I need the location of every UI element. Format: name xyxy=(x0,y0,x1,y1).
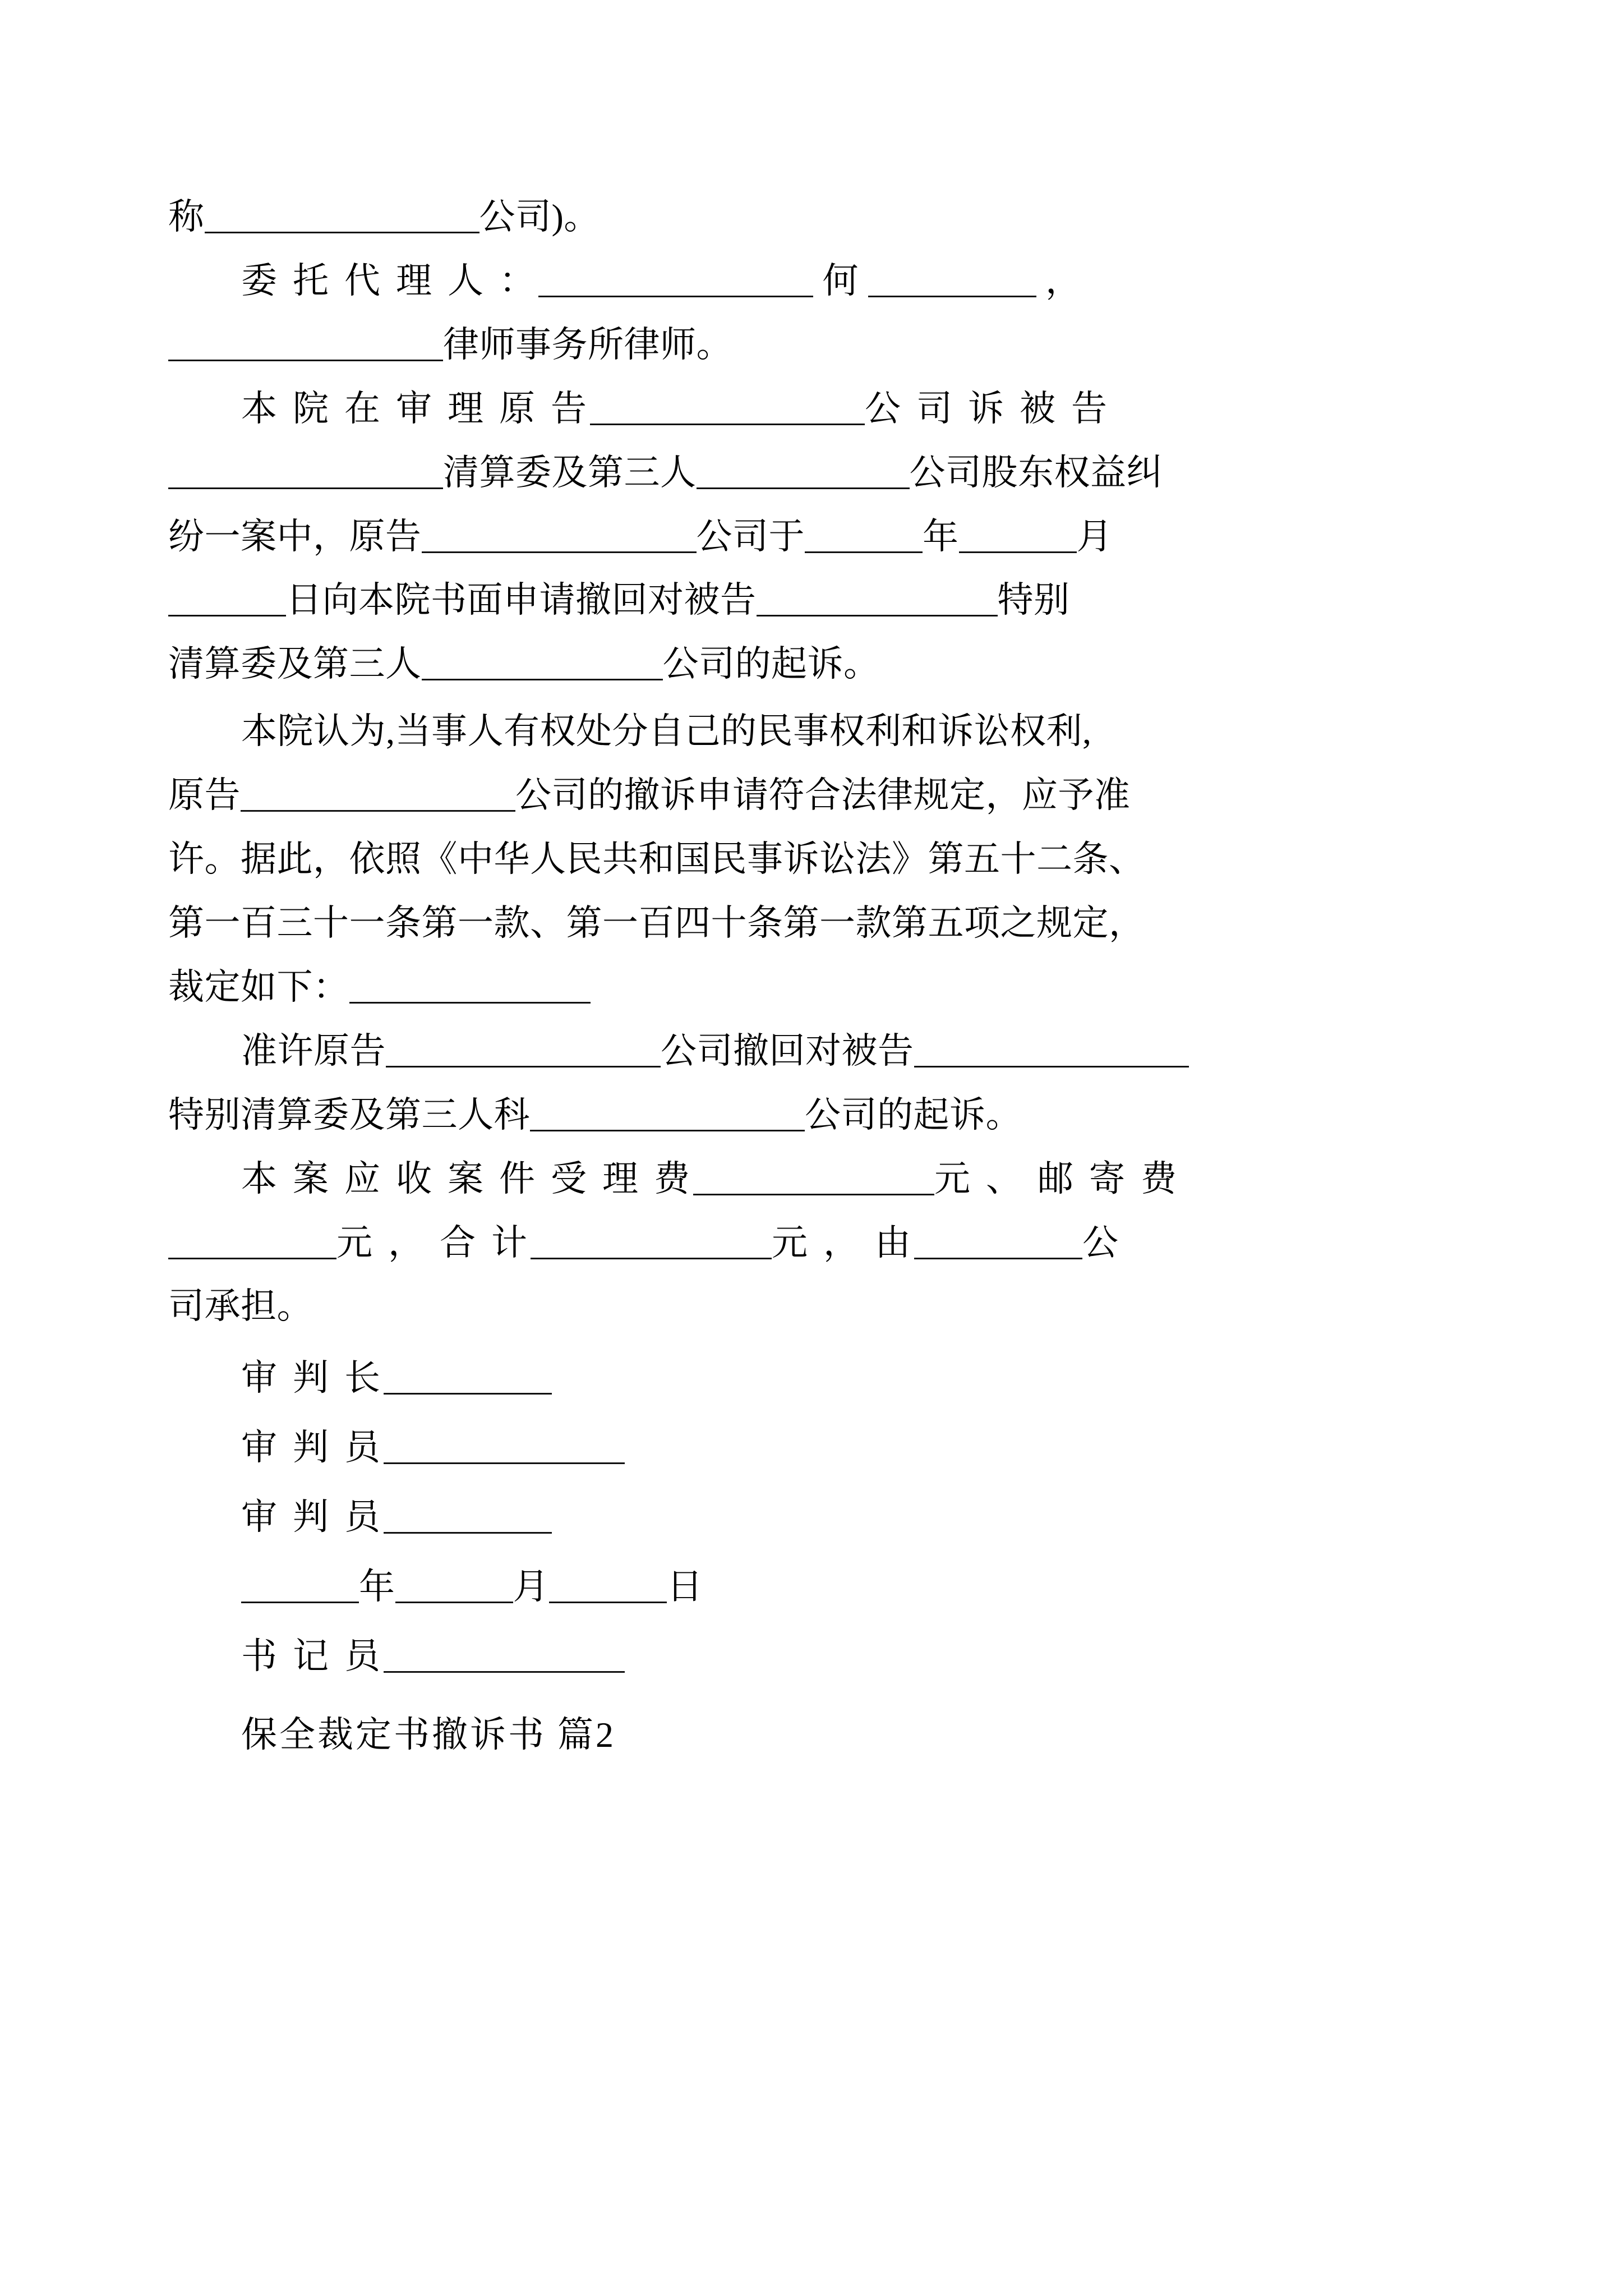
signature-presiding-judge xyxy=(168,1346,1455,1410)
blank-plaintiff-3 xyxy=(241,810,515,812)
blank-postage-fee xyxy=(168,1258,336,1259)
blank-plaintiff-1 xyxy=(590,424,865,425)
paragraph-company-name xyxy=(168,185,1455,249)
case-intro-year: 年 xyxy=(923,516,959,556)
paragraph-fees-1 xyxy=(168,1147,1455,1211)
case-intro-text-7: 日向本院书面申请撤回对被告 xyxy=(286,580,757,620)
presiding-judge-label: 审 判 长 xyxy=(241,1358,384,1398)
law-firm-text: 律师事务所律师。 xyxy=(443,324,732,365)
judge-2-label: 审 判 员 xyxy=(241,1497,384,1538)
paragraph-fees-3 xyxy=(168,1274,1455,1338)
paragraph-law-firm xyxy=(168,313,1455,377)
paragraph-reasoning-5 xyxy=(168,955,1455,1019)
date-day-label: 日 xyxy=(667,1567,703,1607)
case-intro-text-1: 本 院 在 审 理 原 告 xyxy=(241,388,590,429)
blank-day-2 xyxy=(549,1602,667,1603)
blank-case-fee xyxy=(693,1194,934,1195)
paragraph-reasoning-1 xyxy=(168,700,1455,763)
fees-text-3: 元 ， 合 计 xyxy=(336,1222,531,1263)
case-intro-text-5: 纷一案中，原告 xyxy=(168,516,422,556)
blank-month-1 xyxy=(959,551,1077,553)
fees-text-2: 元 、 邮 寄 费 xyxy=(934,1158,1180,1199)
reasoning-text-4: 许。据此，依照《中华人民共和国民事诉讼法》第五十二条、 xyxy=(168,839,1145,880)
fees-text-6: 司承担。 xyxy=(168,1286,313,1327)
blank-defendant-1 xyxy=(168,487,443,489)
signature-date xyxy=(168,1555,1455,1619)
ruling-text-1: 准许原告 xyxy=(241,1030,386,1071)
judge-1-label: 审 判 员 xyxy=(241,1428,384,1468)
case-intro-text-6: 公司于 xyxy=(696,516,805,556)
blank-third-party-3 xyxy=(530,1130,805,1131)
blank-judge-2 xyxy=(384,1532,552,1534)
blank-agent-name xyxy=(538,296,813,297)
paragraph-reasoning-2 xyxy=(168,763,1455,827)
blank-month-2 xyxy=(395,1602,513,1603)
blank-total-fee xyxy=(531,1258,772,1259)
fees-text-1: 本 案 应 收 案 件 受 理 费 xyxy=(241,1158,693,1199)
case-intro-text-9: 清算委及第三人 xyxy=(168,644,422,684)
reasoning-text-5: 第一百三十一条第一款、第一百四十条第一款第五项之规定， xyxy=(168,903,1145,943)
blank-ruling-header xyxy=(349,1002,591,1004)
blank-law-firm xyxy=(168,360,443,361)
case-intro-text-8: 特别 xyxy=(997,580,1070,620)
paragraph-case-intro-3 xyxy=(168,505,1455,569)
paragraph-ruling-1 xyxy=(168,1019,1455,1083)
fees-text-5: 公 xyxy=(1082,1222,1119,1263)
fees-text-4: 元 ， 由 xyxy=(772,1222,914,1263)
blank-presiding-judge xyxy=(384,1393,552,1395)
date-year-label: 年 xyxy=(359,1567,395,1607)
paragraph-reasoning-3 xyxy=(168,827,1455,891)
blank-judge-1 xyxy=(384,1462,625,1464)
ruling-text-2: 公司撤回对被告 xyxy=(661,1030,914,1071)
paragraph-case-intro-5 xyxy=(168,632,1455,696)
signature-judge-1 xyxy=(168,1416,1455,1480)
clerk-label: 书 记 员 xyxy=(241,1636,384,1676)
ruling-text-4: 公司的起诉。 xyxy=(805,1094,1022,1135)
document-body xyxy=(168,185,1455,1767)
date-month-label: 月 xyxy=(513,1567,549,1607)
blank-year-1 xyxy=(805,551,923,553)
agent-mid-text: 何 xyxy=(822,260,859,301)
paragraph-ruling-2 xyxy=(168,1083,1455,1147)
case-intro-text-2: 公 司 诉 被 告 xyxy=(865,388,1110,429)
paragraph-reasoning-4 xyxy=(168,891,1455,955)
section-heading-next: 保全裁定书撤诉书 篇2 xyxy=(241,1714,616,1755)
signature-judge-2 xyxy=(168,1485,1455,1549)
reasoning-text-1: 本院认为,当事人有权处分自己的民事权利和诉讼权利, xyxy=(241,711,1092,752)
blank-year-2 xyxy=(241,1602,359,1603)
blank-plaintiff-2 xyxy=(422,551,697,553)
paragraph-agent xyxy=(168,249,1455,313)
blank-fee-bearer xyxy=(914,1258,1082,1259)
reasoning-text-6: 裁定如下： xyxy=(168,967,349,1007)
text-before-blank: 称 xyxy=(168,197,205,237)
blank-plaintiff-4 xyxy=(386,1066,661,1068)
case-intro-text-3: 清算委及第三人 xyxy=(443,452,697,493)
reasoning-text-2: 原告 xyxy=(168,775,241,816)
blank-defendant-3 xyxy=(914,1066,1189,1068)
case-intro-month: 月 xyxy=(1076,516,1113,556)
blank-clerk xyxy=(384,1671,625,1673)
signature-clerk xyxy=(168,1625,1455,1688)
blank-third-party-1 xyxy=(697,487,910,489)
text-after-blank: 公司)。 xyxy=(479,197,600,237)
blank-agent-extra xyxy=(868,296,1036,297)
case-intro-text-4: 公司股东权益纠 xyxy=(909,452,1163,493)
blank-defendant-2 xyxy=(757,615,998,616)
reasoning-text-3: 公司的撤诉申请符合法律规定，应予准 xyxy=(515,775,1131,816)
blank-company-name xyxy=(205,232,479,233)
paragraph-case-intro-4 xyxy=(168,568,1455,632)
blank-day-1 xyxy=(168,615,286,616)
agent-tail-text: ， xyxy=(1045,260,1082,301)
agent-label: 委 托 代 理 人 ： xyxy=(241,260,538,301)
case-intro-text-10: 公司的起诉。 xyxy=(662,644,880,684)
blank-third-party-2 xyxy=(422,679,663,680)
paragraph-case-intro-2 xyxy=(168,441,1455,505)
paragraph-case-intro-1 xyxy=(168,377,1455,441)
paragraph-fees-2 xyxy=(168,1211,1455,1275)
ruling-text-3: 特别清算委及第三人科 xyxy=(168,1094,530,1135)
